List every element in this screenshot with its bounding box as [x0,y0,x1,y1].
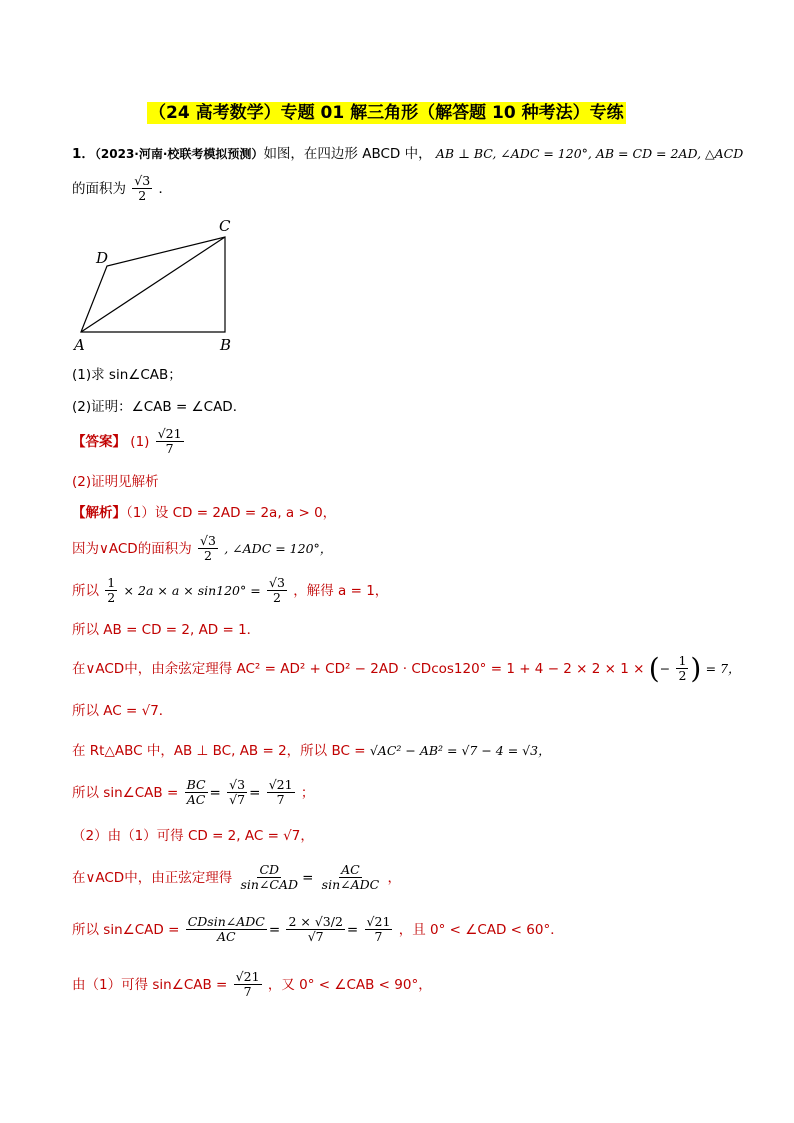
answer-line-1 [72,427,186,457]
problem-area-line [72,174,172,204]
l8-f3-numerator: √21 [268,777,293,792]
l8-f1-denominator: AC [186,792,206,808]
l5-numerator: 1 [678,652,687,668]
l8-fraction-3 [267,778,295,808]
problem-number: 1． [72,146,95,162]
l3-prefix: 所以 [72,582,99,599]
l2-suffix: , ∠ADC = 120°， [224,540,333,556]
problem-source: （2023·河南·校联考模拟预测） [94,147,264,161]
l12-suffix: ，又 0° < ∠CAB < 90°， [267,976,432,993]
answer-part1: (1) [130,433,150,450]
label-c: C [219,217,231,235]
area-suffix: ． [158,180,173,197]
l12-denominator: 7 [243,984,252,1000]
l11-fraction-3 [365,915,393,945]
l8-fraction-1 [185,778,208,808]
l8-eq-2: = [249,784,261,801]
solution-line-2 [72,534,332,564]
area-numerator: √3 [134,173,151,188]
l11-suffix: ，且 0° < ∠CAD < 60°． [398,921,564,938]
l3-mid: × 2a × a × sin120° = [123,582,261,598]
l11-f1-denominator: AC [216,929,236,945]
l10-f2-numerator: AC [341,862,360,877]
l10-prefix: 在∨ACD中，由正弦定理得 [72,869,233,886]
l3-fraction-1 [105,576,117,606]
l5-denominator: 2 [678,668,687,684]
solution-line-8 [72,778,314,808]
solution-tag: 【解析】 [72,505,126,521]
l2-fraction [198,534,218,564]
l11-f3-numerator: √21 [366,914,391,929]
problem-conditions: AB ⊥ BC, ∠ADC = 120°, AB = CD = 2AD, △ACD [435,146,744,161]
quadrilateral-figure [70,212,250,357]
l8-f2-denominator: √7 [229,792,246,808]
area-prefix: 的面积为 [72,180,126,197]
page-title [147,103,626,123]
answer-1-denominator: 7 [165,441,174,457]
solution-line-9: （2）由（1）可得 CD = 2, AC = √7， [72,828,314,844]
solution-line-10 [72,863,401,893]
title-highlight: （24 高考数学）专题 01 解三角形（解答题 10 种考法）专练 [149,103,624,123]
solution-line-1 [72,505,336,521]
question-2: (2)证明：∠CAB = ∠CAD． [72,399,247,415]
l11-prefix: 所以 sin∠CAD = [72,921,180,938]
l12-fraction [234,970,262,1000]
l8-f1-numerator: BC [186,777,206,792]
l7-expr: √AC² − AB² = √7 − 4 = √3， [369,743,551,758]
l11-f2-numerator: 2 × √3/2 [288,914,343,929]
l2-denominator: 2 [203,548,212,564]
l5-suffix: = 7， [705,660,741,676]
problem-header [72,146,743,162]
l3-f1-numerator: 1 [107,575,116,590]
l11-f1-numerator: CDsin∠ADC [187,914,265,929]
l8-fraction-2 [227,778,247,808]
l11-f2-denominator: √7 [307,929,324,945]
l8-f3-denominator: 7 [276,792,285,808]
l5-close-paren: ) [690,652,702,685]
l10-f2-denominator: sin∠ADC [321,877,380,893]
answer-1-fraction [156,427,184,457]
solution-line-4: 所以 AB = CD = 2, AD = 1． [72,622,261,638]
answer-tag: 【答案】 [72,433,126,450]
l2-prefix: 因为∨ACD的面积为 [72,540,192,557]
area-denominator: 2 [138,188,147,204]
l12-prefix: 由（1）可得 sin∠CAB = [72,976,228,993]
l8-f2-numerator: √3 [229,777,246,792]
solution-line-11 [72,915,564,945]
l10-f1-denominator: sin∠CAD [240,877,299,893]
l11-eq-2: = [346,921,359,938]
label-d: D [96,249,109,267]
l10-fraction-1 [239,863,301,893]
solution-line-5 [72,652,741,686]
l11-fraction-2 [286,915,344,945]
l3-f2-numerator: √3 [269,575,285,590]
l5-prefix: 在∨ACD中，由余弦定理得 AC² = AD² + CD² − 2AD · CDcos120° = 1 + 4 − 2 × 2 × 1 × [72,660,645,677]
l3-suffix: ，解得 a = 1， [293,582,389,599]
l10-fraction-2 [320,863,382,893]
l8-suffix: ； [300,784,315,801]
l3-f1-denominator: 2 [107,590,116,606]
answer-part2: (2)证明见解析 [72,474,159,490]
label-b: B [220,336,232,354]
l10-eq: = [302,869,314,886]
l12-numerator: √21 [235,969,260,984]
l3-fraction-2 [267,576,287,606]
solution-line-3 [72,576,388,606]
l8-eq-1: = [209,784,221,801]
l11-fraction-1 [186,915,267,945]
area-fraction [132,174,152,204]
l11-f3-denominator: 7 [374,929,383,945]
l5-open-paren: ( [648,652,660,685]
solution-line-7 [72,743,551,759]
l5-fraction [676,654,688,684]
solution-l1: （1）设 CD = 2AD = 2a, a > 0， [126,505,337,521]
l10-f1-numerator: CD [259,862,280,877]
solution-line-6: 所以 AC = √7． [72,703,173,719]
label-a: A [74,336,85,354]
question-1: (1)求 sin∠CAB； [72,367,182,383]
l10-suffix: ， [387,869,402,886]
problem-stem: 如图，在四边形 ABCD 中， [263,146,432,162]
l3-f2-denominator: 2 [273,590,281,606]
l2-numerator: √3 [200,533,216,548]
l7-prefix: 在 Rt△ABC 中，AB ⊥ BC, AB = 2，所以 BC = [72,743,366,759]
l5-minus: − [659,660,671,676]
answer-1-numerator: √21 [157,426,182,441]
l11-eq-1: = [268,921,281,938]
l8-prefix: 所以 sin∠CAB = [72,784,179,801]
solution-line-12 [72,970,432,1000]
